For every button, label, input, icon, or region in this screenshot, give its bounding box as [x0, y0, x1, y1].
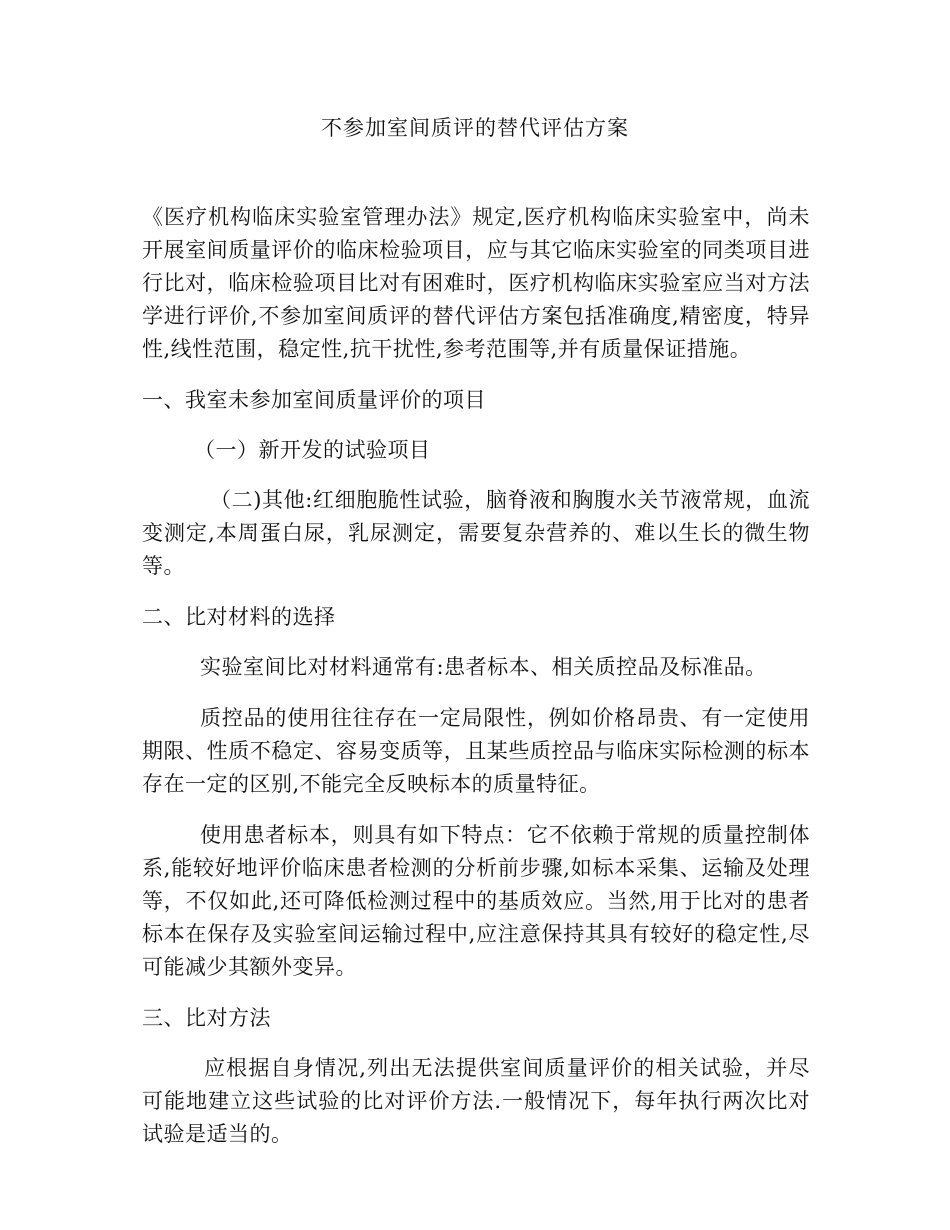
document-title: 不参加室间质评的替代评估方案	[321, 116, 629, 140]
section-2-paragraph-3: 使用患者标本，则具有如下特点：它不依赖于常规的质量控制体系,能较好地评价临床患者检测的分析前步骤,如标本采集、运输及处理等，不仅如此,还可降低检测过程中的基质效应。当然,用于比对的患者标本在保存及实验室间运输过程中,应注意保持其具有较好的稳定性,尽可能减少其额外变异。	[142, 823, 810, 979]
section-1-heading: 一、我室未参加室间质量评价的项目	[142, 388, 486, 412]
section-3-paragraph-1: 应根据自身情况,列出无法提供室间质量评价的相关试验，并尽可能地建立这些试验的比对评价方法.一般情况下，每年执行两次比对试验是适当的。	[142, 1056, 810, 1146]
section-2-heading: 二、比对材料的选择	[142, 605, 336, 629]
section-2-paragraph-1: 实验室间比对材料通常有:患者标本、相关质控品及标准品。	[200, 655, 767, 679]
section-1-item-2: （二)其他:红细胞脆性试验，脑脊液和胸腹水关节液常规，血流变测定,本周蛋白尿，乳尿测定，需要复杂营养的、难以生长的微生物等。	[142, 488, 810, 578]
section-1-item-1: （一）新开发的试验项目	[194, 438, 431, 462]
document-body	[142, 201, 810, 1169]
section-2-paragraph-2: 质控品的使用往往存在一定局限性，例如价格昂贵、有一定使用期限、性质不稳定、容易变质等，且某些质控品与临床实际检测的标本存在一定的区别,不能完全反映标本的质量特征。	[142, 706, 810, 796]
intro-paragraph: 《医疗机构临床实验室管理办法》规定,医疗机构临床实验室中，尚未开展室间质量评价的临床检验项目，应与其它临床实验室的同类项目进行比对，临床检验项目比对有困难时，医疗机构临床实验室应当对方法学进行评价,不参加室间质评的替代评估方案包括准确度,精密度，特异性,线性范围，稳定性,抗干扰性,参考范围等,并有质量保证措施。	[142, 205, 810, 361]
section-3-heading: 三、比对方法	[142, 1006, 271, 1030]
